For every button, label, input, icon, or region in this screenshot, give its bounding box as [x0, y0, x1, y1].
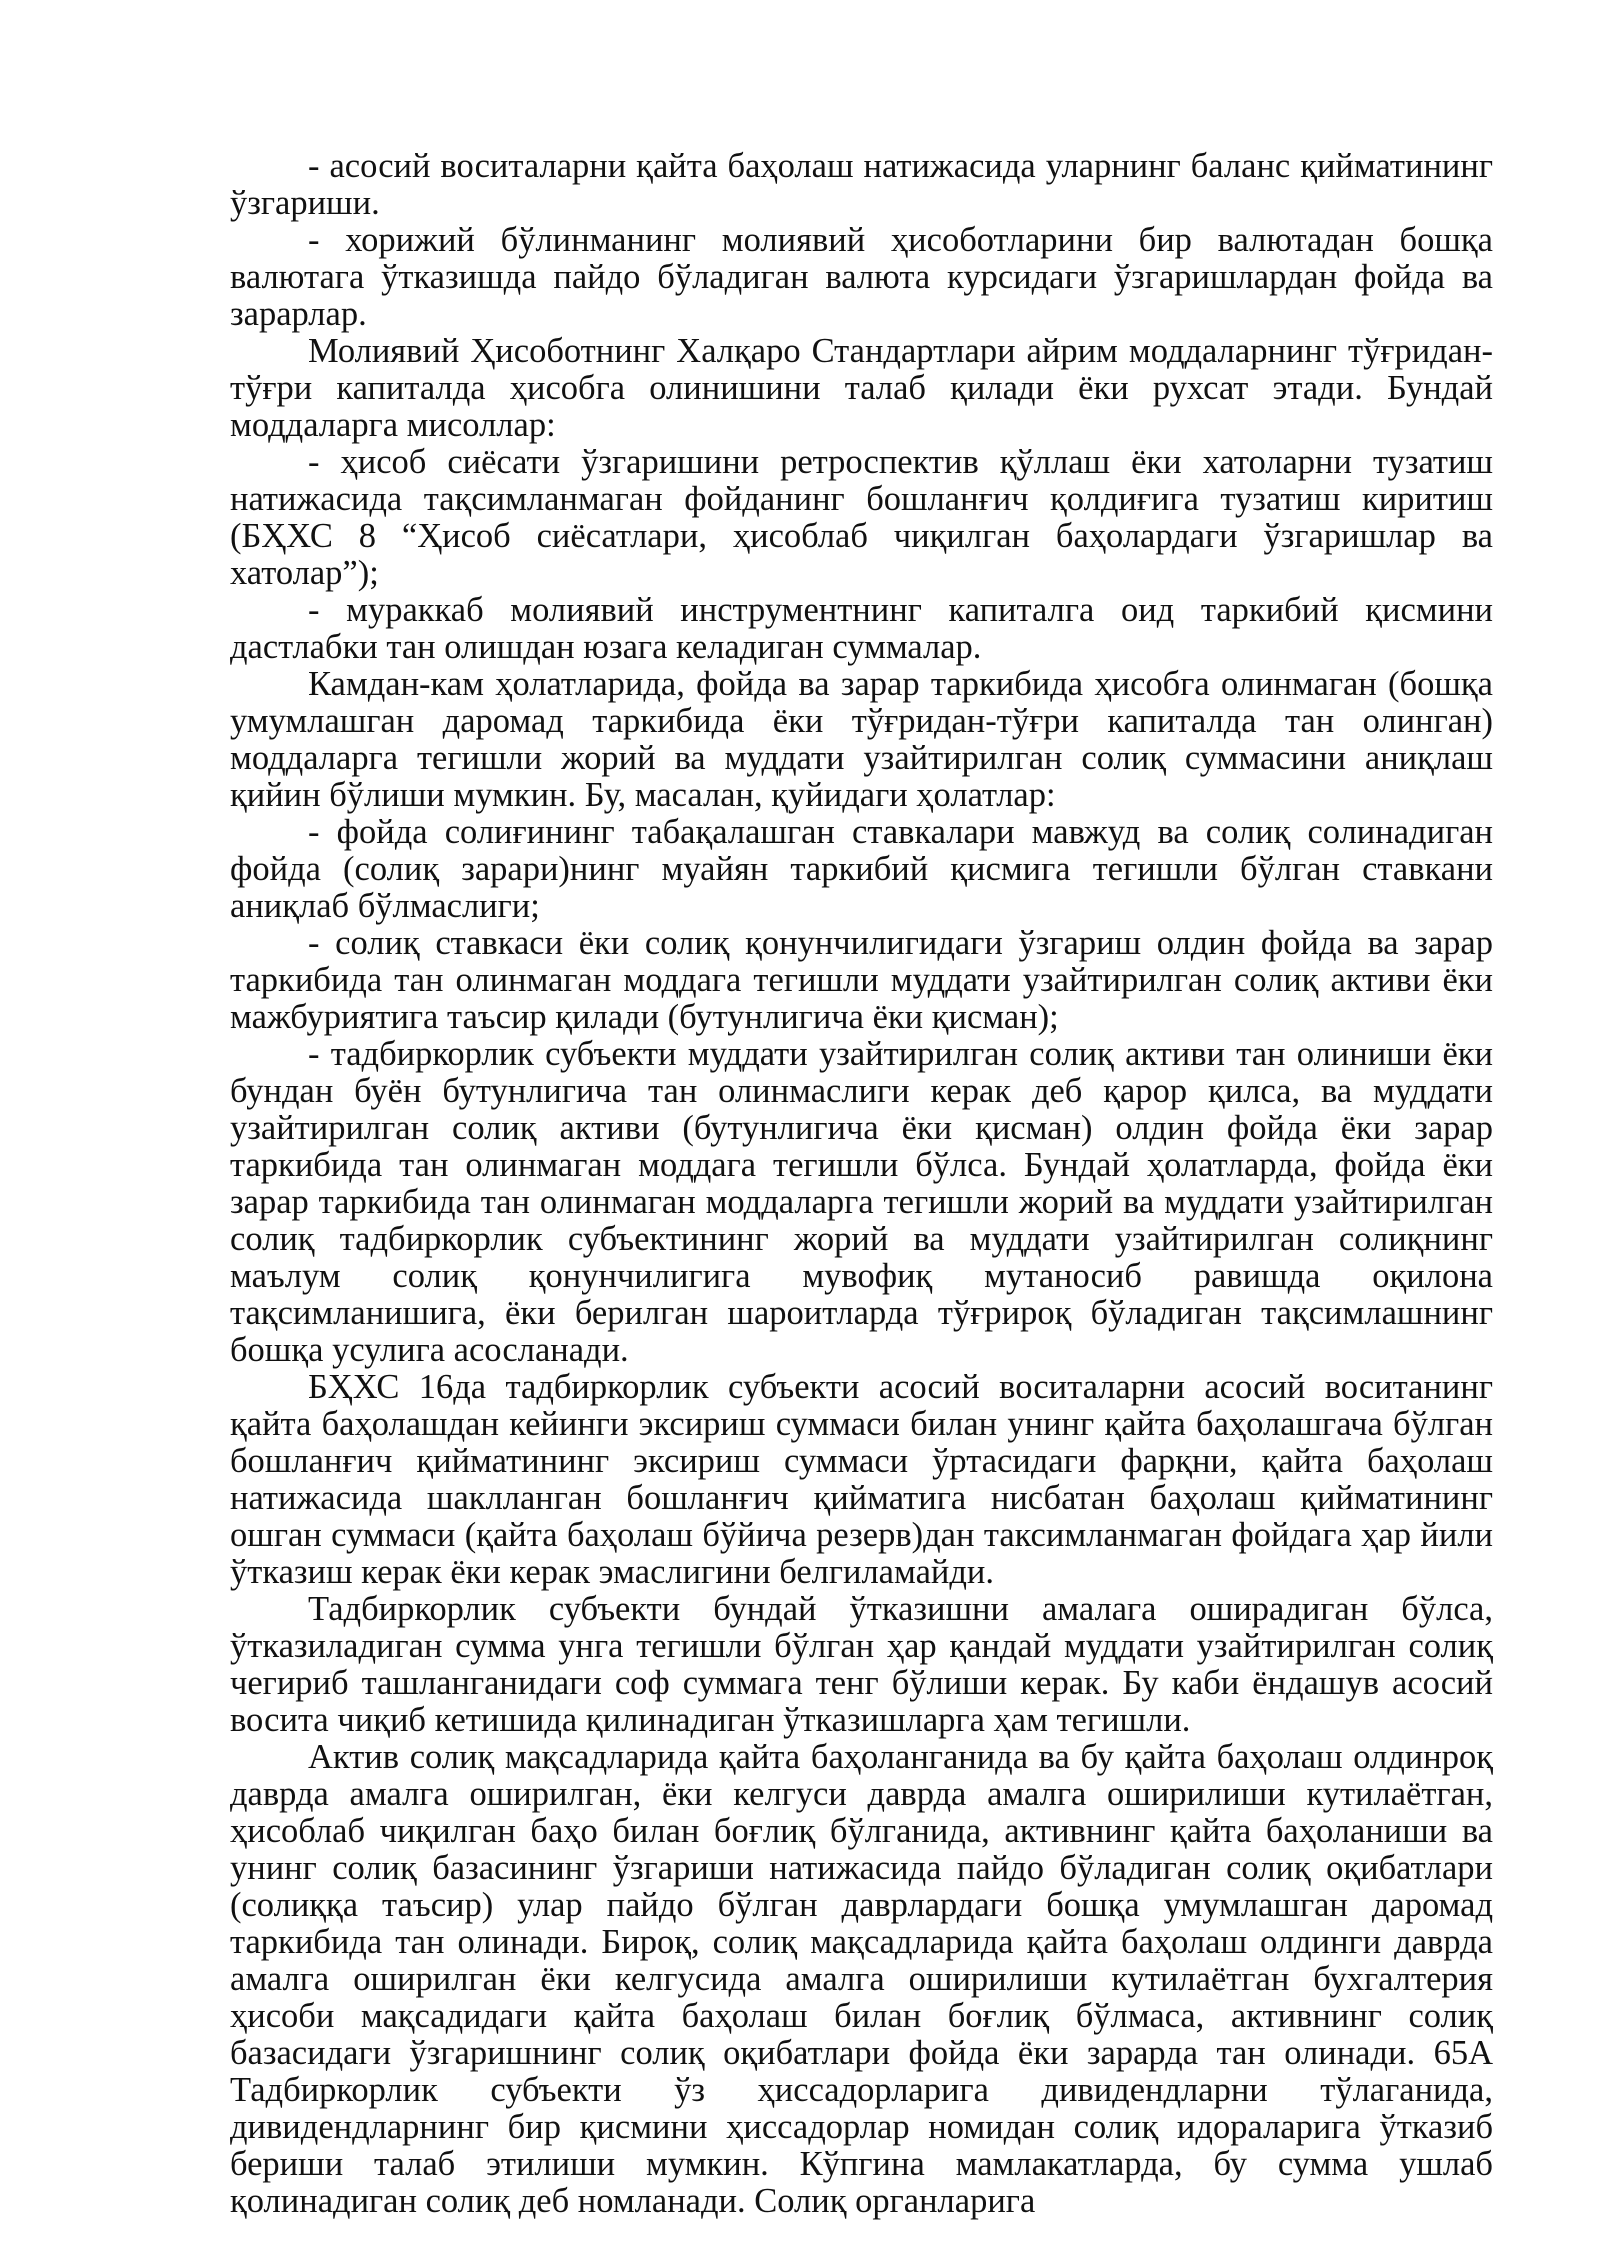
paragraph-6: Камдан-кам ҳолатларида, фойда ва зарар таркибида ҳисобга олинмаган (бошқа умумлашган даромад таркибида ёки тўғридан-тўғри капиталда тан олинган) моддаларга тегишли жорий ва муддати узайтирилган солиқ суммасини аниқлаш қийин бўлиши мумкин. Бу, масалан, қуйидаги ҳолатлар: [230, 665, 1493, 814]
paragraph-8: - солиқ ставкаси ёки солиқ қонунчилигидаги ўзгариш олдин фойда ва зарар таркибида тан олинмаган моддага тегишли муддати узайтирилган солиқ активи ёки мажбуриятига таъсир қилади (бутунлигича ёки қисман); [230, 924, 1493, 1036]
paragraph-10: БҲХС 16да тадбиркорлик субъекти асосий воситаларни асосий воситанинг қайта баҳолашдан кейинги эксириш суммаси билан унинг қайта баҳолашгача бўлган бошланғич қийматининг эксириш суммаси ўртасидаги фарқни, қайта баҳолаш натижасида шаклланган бошланғич қийматига нисбатан баҳолаш қийматининг ошган суммаси (қайта баҳолаш бўйича резерв)дан таксимланмаган фойдага ҳар йили ўтказиш керак ёки керак эмаслигини белгиламайди. [230, 1368, 1493, 1591]
paragraph-3: Молиявий Ҳисоботнинг Халқаро Стандартлари айрим моддаларнинг тўғридан-тўғри капиталда ҳисобга олинишини талаб қилади ёки рухсат этади. Бундай моддаларга мисоллар: [230, 332, 1493, 444]
paragraph-9: - тадбиркорлик субъекти муддати узайтирилган солиқ активи тан олиниши ёки бундан буён бутунлигича тан олинмаслиги керак деб қарор қилса, ва муддати узайтирилган солиқ активи (бутунлигича ёки қисман) олдин фойда ёки зарар таркибида тан олинмаган моддага тегишли бўлса. Бундай ҳолатларда, фойда ёки зарар таркибида тан олинмаган моддаларга тегишли жорий ва муддати узайтирилган солиқ тадбиркорлик субъектининг жорий ва муддати узайтирилган солиқнинг маълум солиқ қонунчилигига мувофиқ мутаносиб равишда оқилона тақсимланишига, ёки берилган шароитларда тўғрироқ бўладиган тақсимлашнинг бошқа усулига асосланади. [230, 1035, 1493, 1369]
paragraph-12: Актив солиқ мақсадларида қайта баҳоланганида ва бу қайта баҳолаш олдинроқ даврда амалга оширилган, ёки келгуси даврда амалга оширилиши кутилаётган, ҳисоблаб чиқилган баҳо билан боғлиқ бўлганида, активнинг қайта баҳоланиши ва унинг солиқ базасининг ўзгариши натижасида пайдо бўладиган солиқ оқибатлари (солиққа таъсир) улар пайдо бўлган даврлардаги бошқа умумлашган даромад таркибида тан олинади. Бироқ, солиқ мақсадларида қайта баҳолаш олдинги даврда амалга оширилган ёки келгусида амалга оширилиши кутилаётган бухгалтерия ҳисоби мақсадидаги қайта баҳолаш билан боғлиқ бўлмаса, активнинг солиқ базасидаги ўзгаришнинг солиқ оқибатлари фойда ёки зарарда тан олинади. 65А Тадбиркорлик субъекти ўз ҳиссадорларига дивидендларни тўлаганида, дивидендларнинг бир қисмини ҳиссадорлар номидан солиқ идораларига ўтказиб бериши талаб этилиши мумкин. Кўпгина мамлакатларда, бу сумма ушлаб қолинадиган солиқ деб номланади. Солиқ органларига [230, 1738, 1493, 2220]
paragraph-5: - мураккаб молиявий инструментнинг капиталга оид таркибий қисмини дастлабки тан олишдан юзага келадиган суммалар. [230, 591, 1493, 666]
document-body [230, 148, 1493, 2220]
paragraph-7: - фойда солиғининг табақалашган ставкалари мавжуд ва солиқ солинадиган фойда (солиқ зарари)нинг муайян таркибий қисмига тегишли бўлган ставкани аниқлаб бўлмаслиги; [230, 813, 1493, 925]
paragraph-11: Тадбиркорлик субъекти бундай ўтказишни амалага оширадиган бўлса, ўтказиладиган сумма унга тегишли бўлган ҳар қандай муддати узайтирилган солиқ чегириб ташланганидаги соф суммага тенг бўлиши керак. Бу каби ёндашув асосий восита чиқиб кетишида қилинадиган ўтказишларга ҳам тегишли. [230, 1590, 1493, 1739]
paragraph-2: - хорижий бўлинманинг молиявий ҳисоботларини бир валютадан бошқа валютага ўтказишда пайдо бўладиган валюта курсидаги ўзгаришлардан фойда ва зарарлар. [230, 221, 1493, 333]
paragraph-1: - асосий воситаларни қайта баҳолаш натижасида уларнинг баланс қийматининг ўзгариши. [230, 147, 1493, 222]
paragraph-4: - ҳисоб сиёсати ўзгаришини ретроспектив қўллаш ёки хатоларни тузатиш натижасида тақсимланмаган фойданинг бошланғич қолдиғига тузатиш киритиш (БҲХС 8 “Ҳисоб сиёсатлари, ҳисоблаб чиқилган баҳолардаги ўзгаришлар ва хатолар”); [230, 443, 1493, 592]
